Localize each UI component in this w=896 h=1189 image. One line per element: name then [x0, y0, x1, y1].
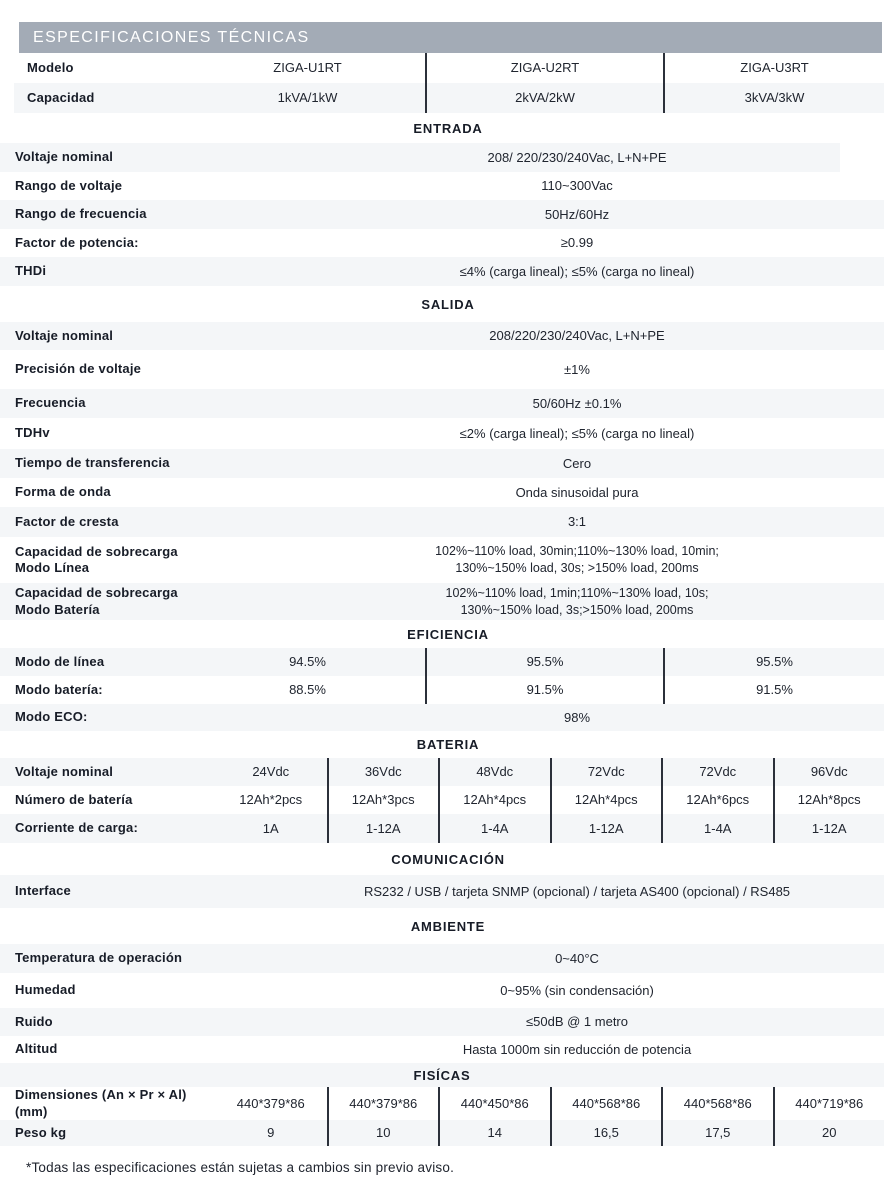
- row-value: 9: [267, 1125, 275, 1141]
- row-value: ≤2% (carga lineal); ≤5% (carga no lineal): [459, 425, 695, 441]
- row-value: 110~300Vac: [541, 178, 613, 194]
- row-value: 17,5: [661, 1120, 773, 1146]
- row-label: Número de batería: [15, 791, 133, 807]
- row-value: ±1%: [564, 361, 590, 377]
- row-label: Factor de potencia:: [15, 234, 139, 250]
- table-row: [0, 704, 884, 731]
- row-label: TDHv: [15, 425, 50, 441]
- table-row-modelo: [14, 53, 884, 83]
- row-label: Peso kg: [15, 1124, 67, 1140]
- row-label: Modelo: [27, 59, 74, 75]
- row-label: Precisión de voltaje: [15, 361, 142, 377]
- row-value: 20: [773, 1120, 885, 1146]
- row-value-line2: 130%~150% load, 3s;>150% load, 200ms: [460, 602, 694, 617]
- row-value: ≥0.99: [560, 235, 594, 251]
- footnote: *Todas las especificaciones están sujetas a cambios sin previo aviso.: [26, 1160, 455, 1175]
- row-value: 1A: [262, 820, 279, 836]
- row-value: 48Vdc: [438, 758, 550, 786]
- row-value: 3:1: [567, 514, 587, 530]
- row-label: Capacidad: [27, 89, 95, 105]
- row-value: 12Ah*4pcs: [550, 786, 662, 814]
- row-value: 0~40°C: [555, 950, 599, 966]
- table-row-capacidad: [14, 83, 884, 113]
- table-row: [0, 537, 884, 583]
- row-label-line2: Modo Línea: [15, 560, 90, 575]
- table-row: [0, 418, 884, 449]
- row-value: 91.5%: [425, 676, 663, 704]
- table-row: [0, 758, 884, 786]
- row-value: 36Vdc: [327, 758, 439, 786]
- capacity-cell: 3kVA/3kW: [663, 83, 884, 113]
- table-row: [0, 389, 884, 418]
- capacity-cell: 2kVA/2kW: [425, 83, 663, 113]
- table-row: [0, 648, 884, 676]
- row-value: 98%: [563, 709, 591, 725]
- row-value: 14: [438, 1120, 550, 1146]
- row-value: [270, 537, 884, 583]
- row-label: Temperatura de operación: [15, 950, 183, 966]
- section-header-ambiente: AMBIENTE: [410, 918, 486, 934]
- table-row: [0, 449, 884, 478]
- capacity-cell: 1kVA/1kW: [277, 90, 338, 106]
- models-table: [14, 53, 884, 113]
- table-row: [0, 478, 884, 507]
- table-row: [0, 583, 884, 620]
- row-label: Modo de línea: [15, 653, 105, 669]
- bateria-table: [0, 758, 884, 843]
- table-row: [0, 1120, 884, 1146]
- model-u1rt-cell: ZIGA-U1RT: [273, 60, 342, 76]
- row-value: 50Hz/60Hz: [544, 206, 610, 222]
- page-title: ESPECIFICACIONES TÉCNICAS: [33, 28, 310, 46]
- row-value: [270, 583, 884, 620]
- table-row: [0, 172, 884, 200]
- row-value: 440*719*86: [773, 1087, 885, 1120]
- section-header-fisicas: FISÍCAS: [0, 1063, 884, 1087]
- table-row: [0, 944, 884, 973]
- ambiente-table: [0, 944, 884, 1063]
- row-value: 95.5%: [663, 648, 884, 676]
- row-value: 1-4A: [438, 814, 550, 843]
- row-value: 96Vdc: [773, 758, 885, 786]
- model-u2rt-cell: ZIGA-U2RT: [425, 53, 663, 83]
- eficiencia-table: [0, 648, 884, 731]
- row-label: Modo batería:: [15, 681, 103, 697]
- row-value: 1-12A: [773, 814, 885, 843]
- row-label: THDi: [15, 263, 47, 279]
- row-value: 440*568*86: [661, 1087, 773, 1120]
- row-value: 1-4A: [661, 814, 773, 843]
- row-value: 440*450*86: [438, 1087, 550, 1120]
- row-label: Ruido: [15, 1013, 53, 1029]
- row-value-line2: 130%~150% load, 30s; >150% load, 200ms: [455, 561, 699, 575]
- table-row: [0, 814, 884, 843]
- row-label: Voltaje nominal: [15, 149, 114, 165]
- row-value: 208/ 220/230/240Vac, L+N+PE: [487, 149, 667, 165]
- row-value: Onda sinusoidal pura: [515, 484, 639, 500]
- row-value: RS232 / USB / tarjeta SNMP (opcional) / tarjeta AS400 (opcional) / RS485: [363, 883, 791, 899]
- row-label: Humedad: [15, 982, 76, 998]
- salida-table: [0, 322, 884, 620]
- table-row: [0, 200, 884, 229]
- row-value: 0~95% (sin condensación): [500, 982, 654, 998]
- row-value: 94.5%: [289, 654, 326, 670]
- row-value: 1-12A: [550, 814, 662, 843]
- row-label: Forma de onda: [15, 484, 111, 500]
- row-label: Voltaje nominal: [15, 327, 114, 343]
- row-label: [0, 537, 270, 583]
- table-row: [0, 322, 884, 350]
- row-value: 12Ah*4pcs: [438, 786, 550, 814]
- row-value: 95.5%: [425, 648, 663, 676]
- table-row: [0, 676, 884, 704]
- row-label-line1: Capacidad de sobrecarga: [15, 543, 178, 559]
- row-label: Rango de voltaje: [15, 177, 123, 193]
- row-label: Frecuencia: [15, 395, 86, 411]
- row-value-line1: 102%~110% load, 30min;110%~130% load, 10min;: [435, 544, 719, 559]
- table-row: [0, 1087, 884, 1120]
- row-label: Voltaje nominal: [15, 763, 114, 779]
- row-value: ≤50dB @ 1 metro: [526, 1014, 628, 1030]
- row-value: 12Ah*6pcs: [661, 786, 773, 814]
- table-row: [0, 973, 884, 1008]
- row-value: Hasta 1000m sin reducción de potencia: [462, 1041, 692, 1057]
- row-value: 440*379*86: [236, 1095, 305, 1111]
- row-value: 12Ah*2pcs: [239, 792, 303, 808]
- row-value: Cero: [562, 455, 592, 471]
- row-label: Corriente de carga:: [15, 820, 139, 836]
- row-value: 91.5%: [663, 676, 884, 704]
- row-value: 72Vdc: [550, 758, 662, 786]
- row-value: 72Vdc: [661, 758, 773, 786]
- row-value: 16,5: [550, 1120, 662, 1146]
- table-row: [0, 350, 884, 389]
- row-value: 12Ah*8pcs: [773, 786, 885, 814]
- section-header-eficiencia: EFICIENCIA: [407, 626, 489, 642]
- row-value: 440*568*86: [550, 1087, 662, 1120]
- row-label: Modo ECO:: [15, 709, 88, 725]
- row-label: Altitud: [15, 1041, 58, 1057]
- table-row: [0, 1036, 884, 1063]
- row-value: 12Ah*3pcs: [327, 786, 439, 814]
- page-title-bar: [19, 22, 882, 53]
- row-value: 10: [327, 1120, 439, 1146]
- row-label-line2: (mm): [15, 1103, 48, 1119]
- section-header-comunicacion: COMUNICACIÓN: [391, 851, 505, 867]
- row-value: 1-12A: [327, 814, 439, 843]
- row-value: 208/220/230/240Vac, L+N+PE: [489, 328, 665, 344]
- table-row: [0, 229, 884, 257]
- table-row: [0, 143, 840, 172]
- row-label: Interface: [15, 883, 71, 899]
- row-value: 50/60Hz ±0.1%: [532, 395, 622, 411]
- row-label: Rango de frecuencia: [15, 206, 147, 222]
- row-value-line1: 102%~110% load, 1min;110%~130% load, 10s;: [445, 585, 709, 600]
- fisicas-table: [0, 1087, 884, 1146]
- table-row: [0, 257, 884, 286]
- table-row: [0, 786, 884, 814]
- row-value: ≤4% (carga lineal); ≤5% (carga no lineal): [459, 263, 695, 279]
- top-margin: [0, 0, 896, 22]
- row-label: Tiempo de transferencia: [15, 455, 170, 471]
- section-header-bateria: BATERIA: [416, 737, 480, 752]
- row-value: 24Vdc: [252, 764, 290, 780]
- row-label: Factor de cresta: [15, 513, 119, 529]
- row-value: 88.5%: [289, 682, 326, 698]
- row-label-line1: Dimensiones (An × Pr × Al): [15, 1087, 187, 1103]
- row-label-line1: Capacidad de sobrecarga: [15, 585, 178, 601]
- section-header-entrada: ENTRADA: [413, 120, 483, 136]
- row-value: 440*379*86: [327, 1087, 439, 1120]
- table-row: [0, 1008, 884, 1036]
- row-label: [0, 1087, 215, 1120]
- table-row: [0, 507, 884, 537]
- row-label: [0, 583, 270, 620]
- table-row: [0, 875, 884, 908]
- comunicacion-table: [0, 875, 884, 908]
- entrada-table: [0, 143, 884, 286]
- section-header-salida: SALIDA: [421, 296, 475, 312]
- row-label-line2: Modo Batería: [15, 601, 100, 617]
- model-u3rt-cell: ZIGA-U3RT: [663, 53, 884, 83]
